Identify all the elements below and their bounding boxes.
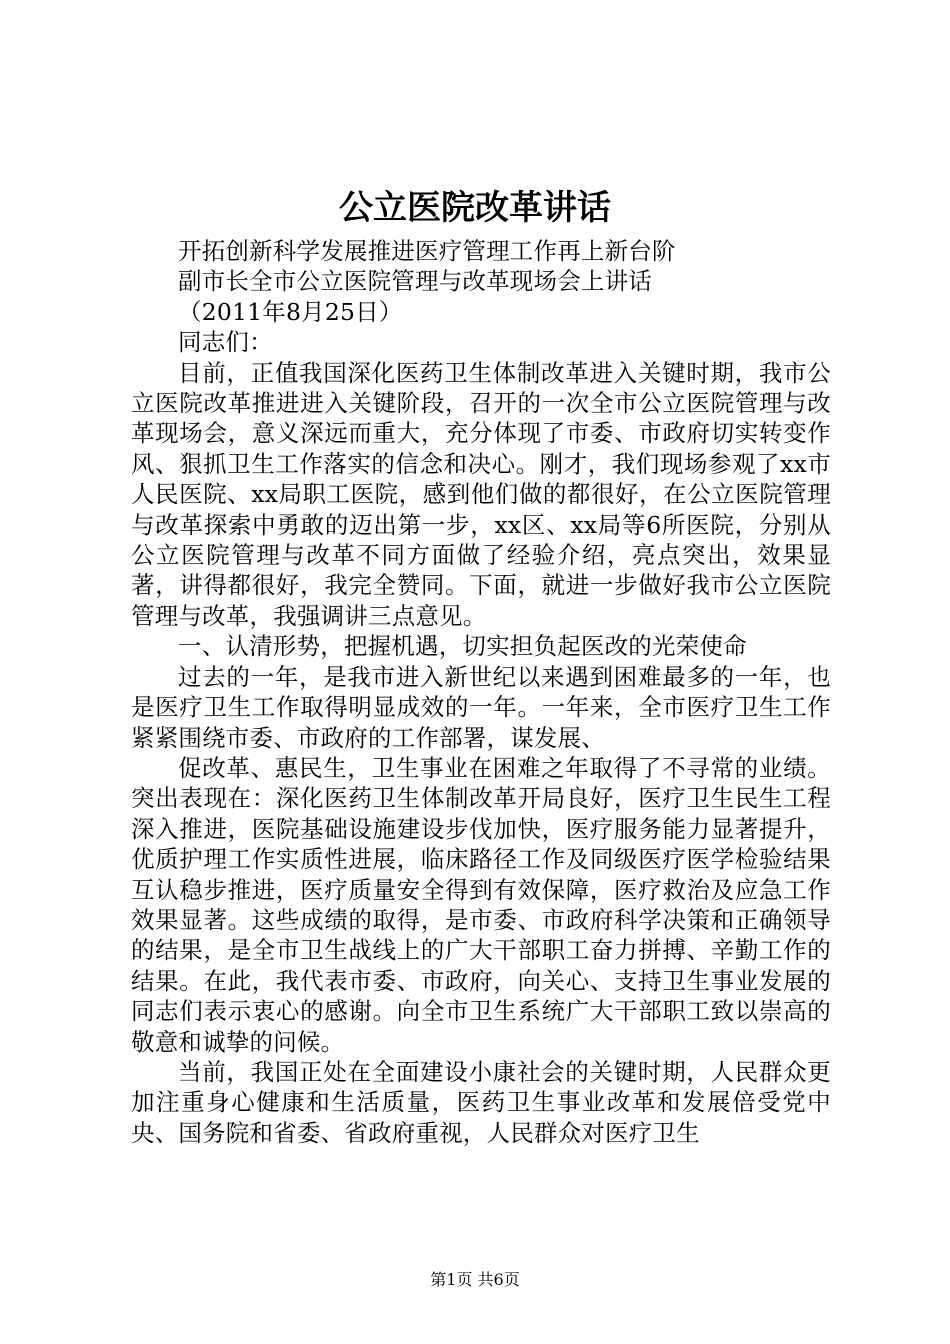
page-footer: 第1页 共6页 (430, 1270, 520, 1289)
document-body (131, 236, 831, 1148)
date-line: （2011年8月25日） (178, 297, 403, 326)
speaker-line: 副市长全市公立医院管理与改革现场会上讲话 (178, 267, 652, 296)
body-paragraph: 过去的一年，是我市进入新世纪以来遇到困难最多的一年，也是医疗卫生工作取得明显成效的一年。一年来，全市医疗卫生工作紧紧围绕市委、市政府的工作部署，谋发展、 (131, 662, 831, 752)
document-title: 公立医院改革讲话 (339, 188, 611, 228)
section-heading: 一、认清形势，把握机遇，切实担负起医改的光荣使命 (178, 632, 747, 661)
salutation: 同志们： (178, 328, 273, 357)
body-paragraph: 当前，我国正处在全面建设小康社会的关键时期，人民群众更加注重身心健康和生活质量，医药卫生事业改革和发展倍受党中央、国务院和省委、省政府重视，人民群众对医疗卫生 (131, 1057, 831, 1147)
body-paragraph: 目前，正值我国深化医药卫生体制改革进入关键时期，我市公立医院改革推进进入关键阶段，召开的一次全市公立医院管理与改革现场会，意义深远而重大，充分体现了市委、市政府切实转变作风、狠抓卫生工作落实的信念和决心。刚才，我们现场参观了xx市人民医院、xx局职工医院，感到他们做的都很好，在公立医院管理与改革探索中勇敢的迈出第一步，xx区、xx局等6所医院，分别从公立医院管理与改革不同方面做了经验介绍，亮点突出，效果显著，讲得都很好，我完全赞同。下面，就进一步做好我市公立医院管理与改革，我强调讲三点意见。 (131, 358, 831, 630)
body-paragraph: 促改革、惠民生，卫生事业在困难之年取得了不寻常的业绩。突出表现在：深化医药卫生体制改革开局良好，医疗卫生民生工程深入推进，医院基础设施建设步伐加快，医疗服务能力显著提升，优质护理工作实质性进展，临床路径工作及同级医疗医学检验结果互认稳步推进，医疗质量安全得到有效保障，医疗救治及应急工作效果显著。这些成绩的取得，是市委、市政府科学决策和正确领导的结果，是全市卫生战线上的广大干部职工奋力拼搏、辛勤工作的结果。在此，我代表市委、市政府，向关心、支持卫生事业发展的同志们表示衷心的感谢。向全市卫生系统广大干部职工致以崇高的敬意和诚挚的问候。 (131, 753, 831, 1056)
subtitle-line: 开拓创新科学发展推进医疗管理工作再上新台阶 (178, 237, 676, 265)
